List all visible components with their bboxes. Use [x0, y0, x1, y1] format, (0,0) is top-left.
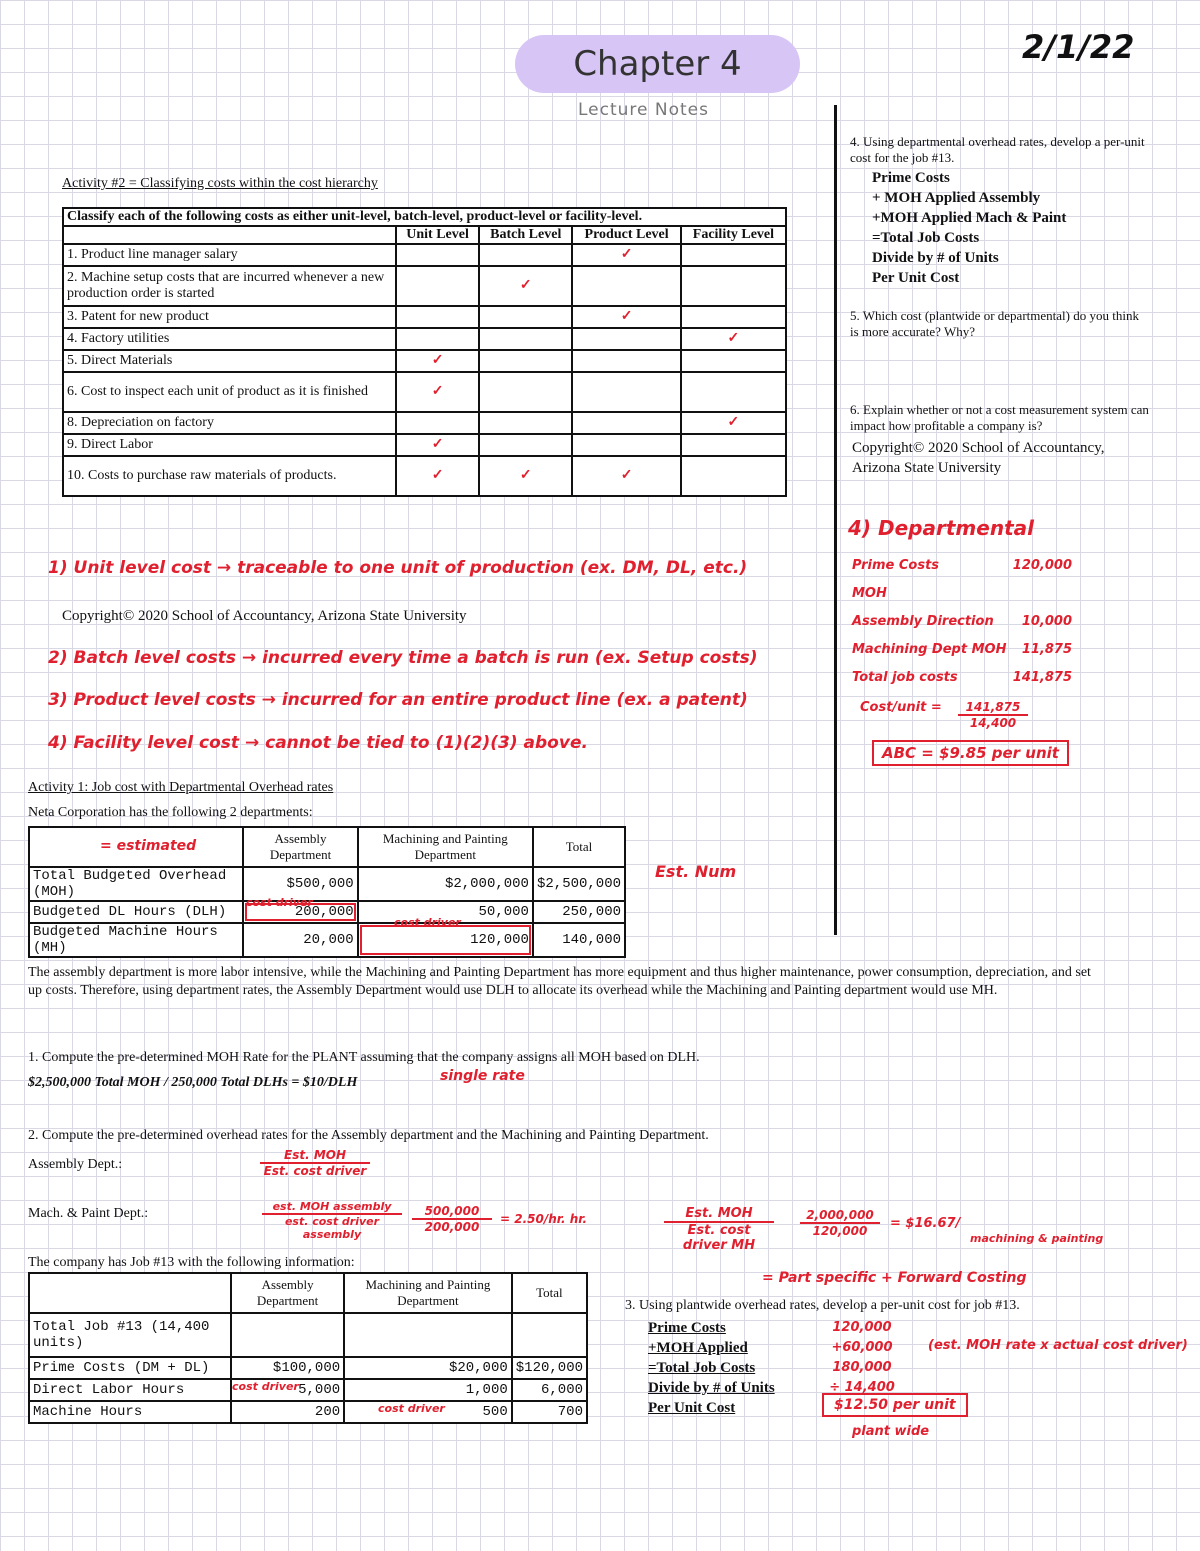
table-cell: $20,000	[344, 1357, 512, 1379]
fraction-denominator: est. cost driver assembly	[284, 1215, 380, 1241]
table-cell: $100,000	[231, 1357, 344, 1379]
copyright-left: Copyright© 2020 School of Accountancy, Arizona State University	[62, 608, 467, 624]
column-header: Unit Level	[396, 226, 479, 244]
answer-4-row-value: 11,875	[1021, 642, 1072, 657]
column-header	[29, 1273, 231, 1313]
empty-cell	[681, 350, 786, 372]
table-row	[63, 350, 786, 372]
table-cell: 50,000	[358, 901, 533, 923]
q3-result-note: plant wide	[852, 1424, 930, 1439]
q3-value: 180,000	[832, 1360, 892, 1375]
note-unit-level: 1) Unit level cost → traceable to one unit of production (ex. DM, DL, etc.)	[48, 558, 748, 578]
fraction-numerator: Est. MOH	[260, 1148, 370, 1164]
row-label: 2. Machine setup costs that are incurred whenever a new production order is started	[63, 266, 396, 306]
activity1-paragraph: The assembly department is more labor intensive, while the Machining and Painting Department has more equipment and thus higher maintenance, power consumption, depreciation, and set up costs. Therefore, using department rates, the Assembly Department would use DLH to allocate its overhead while the Machining and Painting department would use MH.	[28, 965, 1091, 998]
table-row	[29, 1357, 587, 1379]
answer-4-row-label: Machining Dept MOH	[852, 642, 1007, 657]
instruction-cell: Classify each of the following costs as either unit-level, batch-level, product-level or facility-level.	[63, 208, 786, 226]
row-label: Prime Costs (DM + DL)	[29, 1357, 231, 1379]
q1-note: single rate	[440, 1068, 525, 1084]
q2-mach-values	[412, 1204, 492, 1234]
table-row	[29, 923, 625, 957]
empty-cell	[681, 244, 786, 266]
empty-cell	[396, 328, 479, 350]
table-row	[63, 456, 786, 496]
q2-right-fraction	[664, 1206, 774, 1253]
fraction-denominator: Est. cost driver MH	[682, 1223, 756, 1253]
answer-4-row-value: 120,000	[1012, 558, 1072, 573]
column-header: Assembly Department	[231, 1273, 344, 1313]
row-label: 4. Factory utilities	[63, 328, 396, 350]
q3-value: +60,000	[831, 1340, 893, 1355]
table-row	[29, 1313, 587, 1357]
question-1: 1. Compute the pre-determined MOH Rate for the PLANT assuming that the company assigns all MOH based on DLH.	[28, 1050, 700, 1065]
answer-4-row	[852, 586, 1072, 614]
answer-4-cost-label: Cost/unit =	[860, 700, 942, 715]
table-cell: 20,000	[243, 923, 357, 957]
activity2-heading: Activity #2 = Classifying costs within the cost hierarchy	[62, 176, 378, 191]
table-row	[29, 1379, 587, 1401]
table-row	[63, 434, 786, 456]
empty-cell	[572, 412, 680, 434]
table-row	[63, 244, 786, 266]
check-mark-icon: ✓	[396, 434, 479, 456]
q3-line: Prime Costs	[648, 1320, 726, 1336]
table-cell: 1,000	[344, 1379, 512, 1401]
column-divider	[834, 105, 837, 935]
answer-4-fraction	[958, 700, 1028, 730]
empty-cell	[479, 434, 572, 456]
table-row	[63, 328, 786, 350]
row-label: 10. Costs to purchase raw materials of products.	[63, 456, 396, 496]
table-cell: 700	[512, 1401, 587, 1423]
copyright-right: Copyright© 2020 School of Accountancy, Arizona State University	[852, 440, 1105, 476]
column-header: Machining and Painting Department	[358, 827, 533, 867]
table-row	[63, 412, 786, 434]
empty-cell	[681, 372, 786, 412]
row-label: Total Job #13 (14,400 units)	[29, 1313, 231, 1357]
table-header-row	[29, 1273, 587, 1313]
table-cell: 250,000	[533, 901, 625, 923]
column-header: Assembly Department	[243, 827, 357, 867]
empty-cell	[396, 306, 479, 328]
table-cell: 120,000	[358, 923, 533, 957]
q3-line: Per Unit Cost	[648, 1400, 736, 1416]
row-label: 8. Depreciation on factory	[63, 412, 396, 434]
check-mark-icon: ✓	[396, 350, 479, 372]
activity1-intro: Neta Corporation has the following 2 departments:	[28, 805, 313, 820]
answer-4-row-label: Assembly Direction	[852, 614, 994, 629]
page-title: Chapter 4	[515, 35, 800, 93]
check-mark-icon: ✓	[396, 372, 479, 412]
answer-4-row-value: 141,875	[1012, 670, 1072, 685]
q2-mach-result: = 2.50/hr. hr.	[500, 1212, 588, 1226]
anno-cost-driver-3: cost driver	[232, 1380, 299, 1393]
empty-cell	[479, 350, 572, 372]
q2-right-tail: machining & painting	[970, 1232, 1104, 1245]
column-header: Batch Level	[479, 226, 572, 244]
answer-4-row	[852, 558, 1072, 586]
empty-cell	[572, 328, 680, 350]
job13-table	[28, 1272, 588, 1424]
job-intro: The company has Job #13 with the following information:	[28, 1255, 355, 1270]
table-cell: 140,000	[533, 923, 625, 957]
q3-values	[812, 1318, 912, 1398]
anno-cost-driver-2: cost driver	[394, 916, 461, 929]
table-cell: 200,000	[243, 901, 357, 923]
question-4: 4. Using departmental overhead rates, develop a per-unit cost for the job #13.	[850, 134, 1145, 165]
row-label: 1. Product line manager salary	[63, 244, 396, 266]
row-label: 3. Patent for new product	[63, 306, 396, 328]
q3-line: +MOH Applied	[648, 1340, 748, 1356]
row-label: 9. Direct Labor	[63, 434, 396, 456]
check-mark-icon: ✓	[572, 244, 680, 266]
answer-4-result: ABC = $9.85 per unit	[872, 740, 1069, 766]
column-header: Total	[533, 827, 625, 867]
row-label: Total Budgeted Overhead (MOH)	[29, 867, 243, 901]
empty-cell	[479, 328, 572, 350]
table-cell: $120,000	[512, 1357, 587, 1379]
empty-cell	[479, 244, 572, 266]
q3-value: ÷ 14,400	[829, 1380, 895, 1395]
fraction-denominator: 14,400	[969, 716, 1017, 730]
activity1-heading: Activity 1: Job cost with Departmental Overhead rates	[28, 780, 334, 795]
fraction-denominator: 200,000	[424, 1220, 480, 1234]
page-subtitle: Lecture Notes	[578, 100, 709, 120]
table-row	[29, 1401, 587, 1423]
q2-right-values	[800, 1208, 880, 1238]
cost-hierarchy-table	[62, 207, 787, 497]
q4-line: Divide by # of Units	[872, 250, 999, 266]
row-label: Budgeted DL Hours (DLH)	[29, 901, 243, 923]
table-cell: $2,000,000	[358, 867, 533, 901]
anno-est-num: Est. Num	[655, 862, 737, 881]
date-label: 2/1/22	[1022, 28, 1135, 66]
table-row	[29, 901, 625, 923]
table-cell: $500,000	[243, 867, 357, 901]
question-6: 6. Explain whether or not a cost measurement system can impact how profitable a company is?	[850, 402, 1149, 433]
q4-lines	[872, 168, 1066, 288]
fraction-denominator: Est. cost driver	[263, 1164, 367, 1178]
check-mark-icon: ✓	[681, 328, 786, 350]
empty-cell	[479, 372, 572, 412]
answer-4-rows	[852, 558, 1072, 698]
empty-cell	[572, 372, 680, 412]
answer-4-row	[852, 642, 1072, 670]
q3-line: =Total Job Costs	[648, 1360, 756, 1376]
note-product-level: 3) Product level costs → incurred for an entire product line (ex. a patent)	[48, 690, 748, 710]
empty-cell	[572, 266, 680, 306]
q4-line: Per Unit Cost	[872, 270, 960, 286]
check-mark-icon: ✓	[479, 266, 572, 306]
table-cell	[512, 1313, 587, 1357]
check-mark-icon: ✓	[479, 456, 572, 496]
answer-4-row-label: Prime Costs	[852, 558, 940, 573]
q3-note2: (est. MOH rate x actual cost driver)	[928, 1338, 1188, 1353]
column-header: Machining and Painting Department	[344, 1273, 512, 1313]
table-row	[29, 867, 625, 901]
column-header: Total	[512, 1273, 587, 1313]
row-label: Budgeted Machine Hours (MH)	[29, 923, 243, 957]
answer-4-row-label: MOH	[852, 586, 887, 601]
q4-line: +MOH Applied Mach & Paint	[872, 210, 1067, 226]
question-2: 2. Compute the pre-determined overhead rates for the Assembly department and the Machining and Painting Department.	[28, 1128, 709, 1143]
fraction-numerator: est. MOH assembly	[262, 1200, 402, 1215]
table-cell: 500	[344, 1401, 512, 1423]
check-mark-icon: ✓	[396, 456, 479, 496]
row-label: 5. Direct Materials	[63, 350, 396, 372]
empty-cell	[572, 350, 680, 372]
empty-cell	[681, 266, 786, 306]
question-3: 3. Using plantwide overhead rates, develop a per-unit cost for job #13.	[625, 1298, 1020, 1313]
table-row	[63, 266, 786, 306]
empty-cell	[396, 244, 479, 266]
q2-right-result: = $16.67/	[890, 1216, 961, 1231]
table-cell: $2,500,000	[533, 867, 625, 901]
answer-4-row	[852, 670, 1072, 698]
question-5: 5. Which cost (plantwide or departmental) do you think is more accurate? Why?	[850, 308, 1139, 339]
question-1-answer: $2,500,000 Total MOH / 250,000 Total DLHs = $10/DLH	[28, 1075, 358, 1090]
q4-line: + MOH Applied Assembly	[872, 190, 1041, 206]
empty-cell	[681, 306, 786, 328]
column-header: Facility Level	[681, 226, 786, 244]
check-mark-icon: ✓	[572, 456, 680, 496]
check-mark-icon: ✓	[681, 412, 786, 434]
q2-assembly-fraction	[260, 1148, 370, 1178]
check-mark-icon: ✓	[572, 306, 680, 328]
answer-4-row-value: 10,000	[1021, 614, 1072, 629]
table-cell	[344, 1313, 512, 1357]
empty-cell	[572, 434, 680, 456]
table-cell	[231, 1313, 344, 1357]
q2-assembly-label: Assembly Dept.:	[28, 1157, 123, 1172]
fraction-numerator: 2,000,000	[800, 1208, 880, 1224]
table-row	[63, 306, 786, 328]
anno-cost-driver-4: cost driver	[378, 1402, 445, 1415]
q2-mach-fraction	[262, 1200, 402, 1241]
fraction-denominator: 120,000	[812, 1224, 868, 1238]
table-cell: 6,000	[512, 1379, 587, 1401]
anno-cost-driver-1: cost driver	[246, 896, 313, 909]
table-header-row	[63, 226, 786, 244]
answer-4-heading: 4) Departmental	[848, 516, 1034, 540]
empty-cell	[681, 434, 786, 456]
table-cell: 200	[231, 1401, 344, 1423]
fraction-numerator: 500,000	[412, 1204, 492, 1220]
answer-4-row	[852, 614, 1072, 642]
q3-lines	[648, 1318, 775, 1418]
fraction-numerator: Est. MOH	[664, 1206, 774, 1223]
table-row	[63, 372, 786, 412]
row-label: Direct Labor Hours	[29, 1379, 231, 1401]
row-label: 6. Cost to inspect each unit of product as it is finished	[63, 372, 396, 412]
row-label: Machine Hours	[29, 1401, 231, 1423]
empty-cell	[396, 412, 479, 434]
q4-line: =Total Job Costs	[872, 230, 980, 246]
answer-4-row-label: Total job costs	[852, 670, 958, 685]
empty-cell	[479, 306, 572, 328]
q3-value: 120,000	[832, 1320, 892, 1335]
empty-cell	[479, 412, 572, 434]
fraction-numerator: 141,875	[958, 700, 1028, 716]
note-batch-level: 2) Batch level costs → incurred every time a batch is run (ex. Setup costs)	[48, 648, 758, 668]
table-cell: 5,000	[231, 1379, 344, 1401]
q3-line: Divide by # of Units	[648, 1380, 775, 1396]
note-facility-level: 4) Facility level cost → cannot be tied to (1)(2)(3) above.	[48, 733, 588, 753]
empty-cell	[681, 456, 786, 496]
q3-result: $12.50 per unit	[822, 1393, 968, 1417]
column-header: Product Level	[572, 226, 680, 244]
q3-note: = Part specific + Forward Costing	[762, 1270, 1027, 1286]
empty-cell	[396, 266, 479, 306]
q4-line: Prime Costs	[872, 170, 950, 186]
q2-mach-label: Mach. & Paint Dept.:	[28, 1206, 149, 1221]
anno-estimated: = estimated	[100, 838, 197, 854]
